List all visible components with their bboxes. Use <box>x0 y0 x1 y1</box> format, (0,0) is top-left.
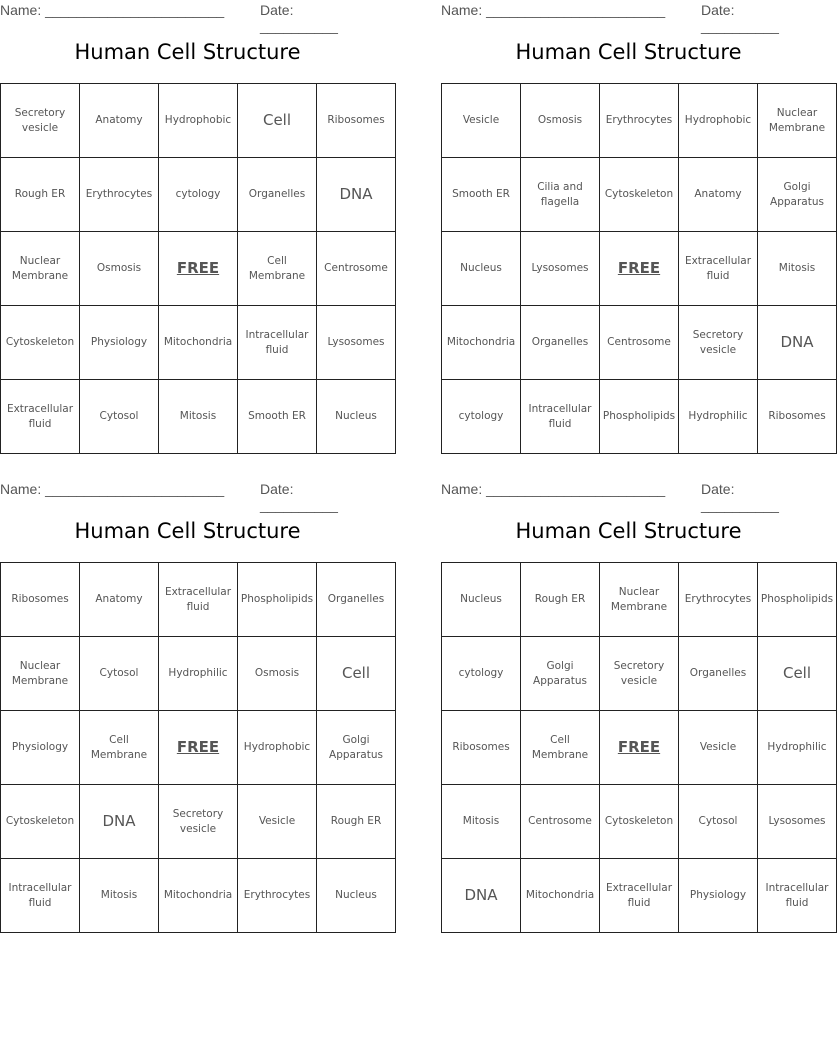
bingo-row <box>442 785 837 859</box>
bingo-cell: Hydrophobic <box>159 84 238 158</box>
bingo-cell: Intracellular fluid <box>521 380 600 454</box>
bingo-cell: Phospholipids <box>758 563 837 637</box>
bingo-row <box>1 158 396 232</box>
bingo-cell: Extracellular fluid <box>679 232 758 306</box>
bingo-cell: Physiology <box>80 306 159 380</box>
bingo-cell: Intracellular fluid <box>1 859 80 933</box>
bingo-cell: Nucleus <box>442 563 521 637</box>
bingo-cell: Golgi Apparatus <box>317 711 396 785</box>
bingo-cell: Lysosomes <box>521 232 600 306</box>
bingo-cell: Cell Membrane <box>80 711 159 785</box>
name-field: Name: _______________________ <box>441 481 666 497</box>
free-space-cell: FREE <box>159 232 238 306</box>
bingo-cell: Extracellular fluid <box>159 563 238 637</box>
free-space-cell: FREE <box>600 232 679 306</box>
bingo-cell: Ribosomes <box>442 711 521 785</box>
bingo-row <box>1 306 396 380</box>
bingo-cell: Intracellular fluid <box>238 306 317 380</box>
bingo-cell: Cell Membrane <box>238 232 317 306</box>
bingo-cell: Ribosomes <box>1 563 80 637</box>
bingo-cell: Extracellular fluid <box>600 859 679 933</box>
bingo-cell: Organelles <box>521 306 600 380</box>
bingo-cell: Cytosol <box>80 637 159 711</box>
card-title: Human Cell Structure <box>515 519 742 543</box>
bingo-row <box>442 158 837 232</box>
card-title: Human Cell Structure <box>74 519 301 543</box>
bingo-cell: Hydrophobic <box>679 84 758 158</box>
bingo-cell: Lysosomes <box>758 785 837 859</box>
bingo-row <box>442 563 837 637</box>
bingo-cell: Cytoskeleton <box>600 785 679 859</box>
bingo-cell: Nuclear Membrane <box>1 232 80 306</box>
bingo-cell: Anatomy <box>80 563 159 637</box>
bingo-cell: Rough ER <box>1 158 80 232</box>
bingo-cell: Physiology <box>679 859 758 933</box>
bingo-grid <box>441 562 837 933</box>
bingo-cell: Erythrocytes <box>80 158 159 232</box>
bingo-cell: Extracellular fluid <box>1 380 80 454</box>
date-field: Date: __________ <box>701 481 779 513</box>
date-field: Date: __________ <box>701 2 779 34</box>
bingo-cell: Ribosomes <box>317 84 396 158</box>
bingo-cell: Phospholipids <box>238 563 317 637</box>
bingo-cell: Lysosomes <box>317 306 396 380</box>
bingo-cell: DNA <box>758 306 837 380</box>
bingo-cell: Golgi Apparatus <box>758 158 837 232</box>
bingo-cell: Centrosome <box>600 306 679 380</box>
bingo-cell: Anatomy <box>679 158 758 232</box>
bingo-card <box>441 0 826 440</box>
date-field: Date: __________ <box>260 481 338 513</box>
card-header <box>441 481 816 513</box>
bingo-cell: Mitochondria <box>159 306 238 380</box>
bingo-cell: Anatomy <box>80 84 159 158</box>
bingo-cell: Vesicle <box>238 785 317 859</box>
bingo-row <box>1 711 396 785</box>
bingo-grid <box>0 83 396 454</box>
bingo-cell: Secretory vesicle <box>679 306 758 380</box>
bingo-cell: Cytoskeleton <box>1 306 80 380</box>
bingo-row <box>1 232 396 306</box>
bingo-row <box>442 232 837 306</box>
bingo-cell: Centrosome <box>521 785 600 859</box>
bingo-grid <box>441 83 837 454</box>
free-space-cell: FREE <box>600 711 679 785</box>
bingo-cell: Cell <box>238 84 317 158</box>
bingo-cell: Nuclear Membrane <box>758 84 837 158</box>
bingo-cell: Mitochondria <box>159 859 238 933</box>
bingo-cell: Mitosis <box>758 232 837 306</box>
bingo-card <box>0 0 388 440</box>
bingo-cell: Hydrophilic <box>159 637 238 711</box>
free-space-cell: FREE <box>159 711 238 785</box>
bingo-cell: Mitosis <box>442 785 521 859</box>
bingo-cell: cytology <box>159 158 238 232</box>
bingo-cell: Centrosome <box>317 232 396 306</box>
bingo-row <box>442 306 837 380</box>
bingo-cell: Secretory vesicle <box>1 84 80 158</box>
bingo-cell: Mitochondria <box>521 859 600 933</box>
bingo-cell: Organelles <box>679 637 758 711</box>
bingo-cell: Smooth ER <box>442 158 521 232</box>
card-title: Human Cell Structure <box>74 40 301 64</box>
bingo-cell: Erythrocytes <box>238 859 317 933</box>
bingo-row <box>1 84 396 158</box>
bingo-cell: Cytosol <box>679 785 758 859</box>
bingo-cell: DNA <box>442 859 521 933</box>
bingo-card <box>441 479 834 919</box>
bingo-cell: Hydrophilic <box>679 380 758 454</box>
bingo-cell: Ribosomes <box>758 380 837 454</box>
bingo-card <box>0 479 385 919</box>
bingo-row <box>442 859 837 933</box>
bingo-cell: Mitosis <box>80 859 159 933</box>
bingo-cell: Cilia and flagella <box>521 158 600 232</box>
bingo-cell: Erythrocytes <box>679 563 758 637</box>
bingo-cell: Cell Membrane <box>521 711 600 785</box>
bingo-cell: cytology <box>442 380 521 454</box>
bingo-cell: Secretory vesicle <box>159 785 238 859</box>
bingo-cell: Nucleus <box>442 232 521 306</box>
bingo-cell: Osmosis <box>238 637 317 711</box>
bingo-cell: Osmosis <box>80 232 159 306</box>
bingo-cell: Physiology <box>1 711 80 785</box>
bingo-cell: Smooth ER <box>238 380 317 454</box>
bingo-cell: Hydrophobic <box>238 711 317 785</box>
bingo-cell: Nuclear Membrane <box>1 637 80 711</box>
bingo-row <box>442 637 837 711</box>
bingo-cell: Secretory vesicle <box>600 637 679 711</box>
bingo-row <box>442 711 837 785</box>
name-field: Name: _______________________ <box>0 2 225 18</box>
bingo-cell: Intracellular fluid <box>758 859 837 933</box>
bingo-cell: Cytosol <box>80 380 159 454</box>
card-header <box>0 2 375 34</box>
bingo-cell: Cytoskeleton <box>1 785 80 859</box>
bingo-cell: DNA <box>317 158 396 232</box>
bingo-cell: Organelles <box>238 158 317 232</box>
card-header <box>441 2 816 34</box>
bingo-cell: Osmosis <box>521 84 600 158</box>
bingo-cell: Vesicle <box>442 84 521 158</box>
bingo-cell: Vesicle <box>679 711 758 785</box>
bingo-row <box>1 859 396 933</box>
name-field: Name: _______________________ <box>441 2 666 18</box>
bingo-cell: Golgi Apparatus <box>521 637 600 711</box>
card-header <box>0 481 375 513</box>
bingo-grid <box>0 562 396 933</box>
bingo-cell: Nucleus <box>317 859 396 933</box>
bingo-cell: Rough ER <box>521 563 600 637</box>
bingo-cell: Erythrocytes <box>600 84 679 158</box>
bingo-cell: Cytoskeleton <box>600 158 679 232</box>
name-field: Name: _______________________ <box>0 481 225 497</box>
bingo-cell: Rough ER <box>317 785 396 859</box>
bingo-cell: Mitochondria <box>442 306 521 380</box>
bingo-cell: Hydrophilic <box>758 711 837 785</box>
bingo-cell: Cell <box>758 637 837 711</box>
bingo-cell: Cell <box>317 637 396 711</box>
bingo-row <box>1 380 396 454</box>
bingo-row <box>442 84 837 158</box>
bingo-cell: Nucleus <box>317 380 396 454</box>
card-title: Human Cell Structure <box>515 40 742 64</box>
bingo-cell: DNA <box>80 785 159 859</box>
bingo-row <box>442 380 837 454</box>
bingo-cell: cytology <box>442 637 521 711</box>
bingo-cell: Mitosis <box>159 380 238 454</box>
bingo-cell: Nuclear Membrane <box>600 563 679 637</box>
bingo-cell: Organelles <box>317 563 396 637</box>
bingo-row <box>1 563 396 637</box>
bingo-cell: Phospholipids <box>600 380 679 454</box>
date-field: Date: __________ <box>260 2 338 34</box>
bingo-row <box>1 637 396 711</box>
bingo-row <box>1 785 396 859</box>
